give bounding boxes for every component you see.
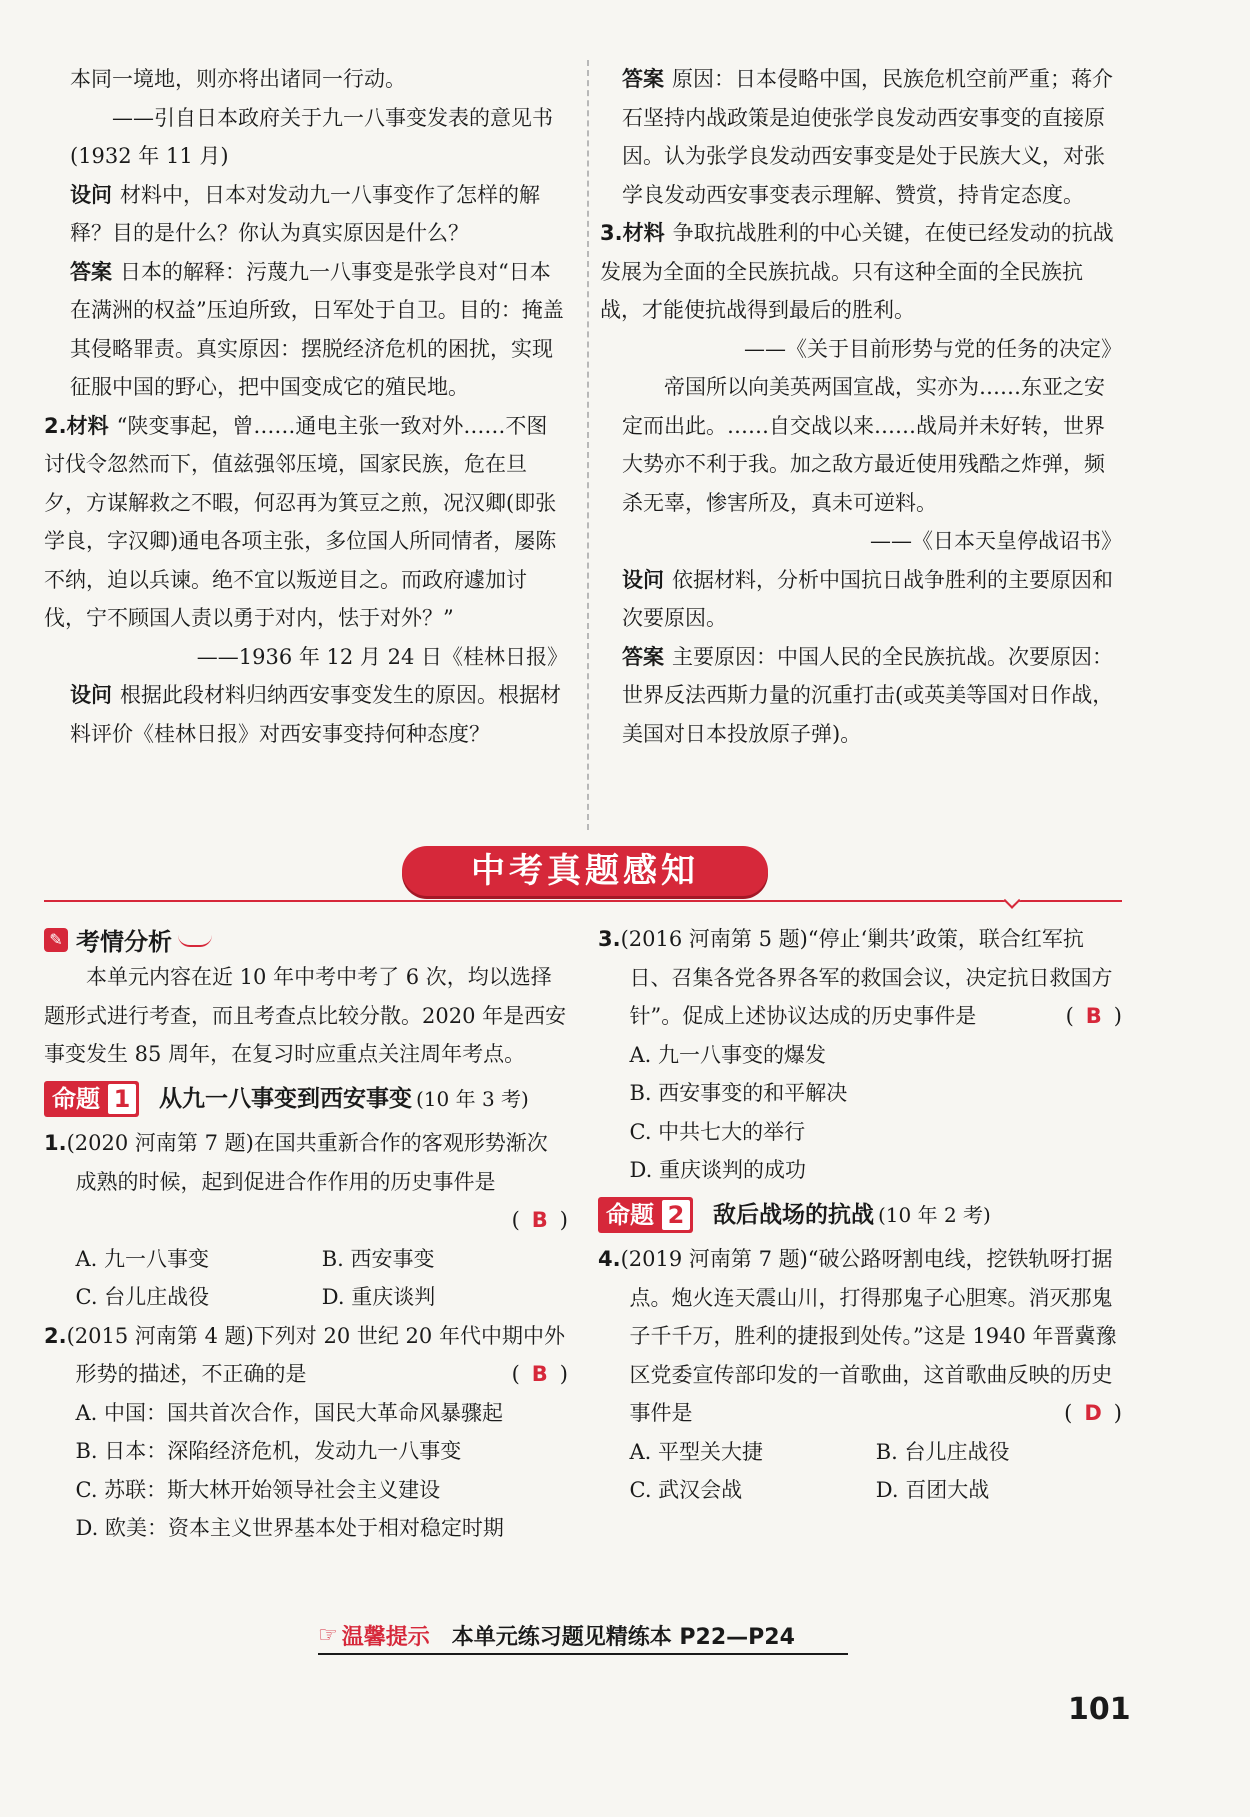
source-1: ——引自日本政府关于九一八事变发表的意见书(1932 年 11 月) bbox=[70, 105, 553, 168]
bracket-right: ) bbox=[1113, 1004, 1122, 1028]
answer-letter: B bbox=[531, 1362, 548, 1386]
question-stem bbox=[598, 1240, 1122, 1433]
answer-text: 主要原因：中国人民的全民族抗战。次要原因：世界反法西斯力量的沉重打击(或英美等国对日作战，美国对日本投放原子弹)。 bbox=[622, 644, 1114, 746]
banner-rule bbox=[44, 900, 1122, 902]
topic-title: 敌后战场的抗战 bbox=[713, 1201, 874, 1228]
topic-number: 2 bbox=[662, 1200, 690, 1230]
analysis-title: 考情分析 bbox=[76, 928, 172, 956]
bottom-left-column bbox=[44, 958, 568, 1548]
material-text: 争取抗战胜利的中心关键，在使已经发动的抗战发展为全面的全民族抗战。只有这种全面的全民族抗战，才能使抗战得到最后的胜利。 bbox=[600, 221, 1114, 322]
answer-text: 日本的解释：污蔑九一八事变是张学良对“日本在满洲的权益”压迫所致，日军处于自卫。目的：掩盖其侵略罪责。真实原因：摆脱经济危机的困扰，实现征服中国的野心，把中国变成它的殖民地。 bbox=[70, 259, 564, 399]
option: A. 九一八事变 bbox=[75, 1246, 210, 1271]
answer-tag: 答案 bbox=[70, 259, 112, 284]
answer-1 bbox=[70, 253, 568, 407]
stem-text: (2015 河南第 4 题)下列对 20 世纪 20 年代中期中外形势的描述，不正确的是 bbox=[66, 1323, 565, 1386]
options bbox=[44, 1240, 568, 1317]
topic-label: 命题 bbox=[606, 1200, 654, 1229]
option: C. 台儿庄战役 bbox=[75, 1285, 210, 1309]
bracket-left: ( bbox=[511, 1208, 520, 1232]
answer-text: 原因：日本侵略中国，民族危机空前严重；蒋介石坚持内战政策是迫使张学良发动西安事变的直接原因。认为张学良发动西安事变是处于民族大义，对张学良发动西安事变表示理解、赞赏，持肯定态度。 bbox=[622, 67, 1113, 207]
answer-letter: B bbox=[531, 1208, 548, 1232]
answer-bracket bbox=[44, 1201, 568, 1240]
answer-2 bbox=[622, 60, 1122, 214]
topic-badge bbox=[44, 1081, 139, 1117]
option: A. 中国：国共首次合作，国民大革命风暴骤起 bbox=[75, 1400, 504, 1425]
item-number: 2. bbox=[44, 413, 67, 438]
question-1 bbox=[70, 176, 568, 253]
bottom-right-column bbox=[598, 920, 1122, 1510]
option: D. 重庆谈判 bbox=[321, 1285, 436, 1309]
question-number: 3. bbox=[598, 927, 621, 951]
wave-decoration bbox=[178, 933, 212, 947]
question-number: 1. bbox=[44, 1131, 67, 1155]
tip-footer bbox=[318, 1620, 848, 1655]
question-1-block bbox=[44, 1124, 568, 1317]
stem-text: (2019 河南第 7 题)“破公路呀割电线，挖铁轨呀打据点。炮火连天震山川，打得那鬼子心胆寒。消灭那鬼子千千万，胜利的捷报到处传。”这是 1940 年晋冀豫区党委宣传部印发的一首歌曲，这首歌曲反映的历史事件是 bbox=[620, 1247, 1117, 1425]
column-divider bbox=[587, 60, 589, 830]
option: C. 苏联：斯大林开始领导社会主义建设 bbox=[75, 1477, 441, 1502]
question-tag: 设问 bbox=[70, 182, 112, 207]
options bbox=[598, 1433, 1122, 1510]
topic-1-header bbox=[44, 1080, 568, 1119]
question-stem bbox=[44, 1124, 568, 1201]
option: D. 重庆谈判的成功 bbox=[629, 1158, 806, 1182]
question-text: 依据材料，分析中国抗日战争胜利的主要原因和次要原因。 bbox=[622, 567, 1113, 630]
source-2: ——1936 年 12 月 24 日《桂林日报》 bbox=[196, 644, 568, 669]
answer-bracket bbox=[1064, 1394, 1122, 1433]
answer-3 bbox=[622, 638, 1122, 754]
analysis-text: 本单元内容在近 10 年中考中考了 6 次，均以选择题形式进行考查，而且考查点比较分散。2020 年是西安事变发生 85 周年，在复习时应重点关注周年考点。 bbox=[44, 965, 567, 1066]
option: B. 西安事变的和平解决 bbox=[629, 1081, 848, 1105]
options bbox=[598, 1036, 1122, 1190]
bracket-right: ) bbox=[1113, 1401, 1122, 1425]
tip-text: 本单元练习题见精练本 P22—P24 bbox=[451, 1625, 795, 1650]
option: A. 平型关大捷 bbox=[629, 1439, 764, 1464]
option: B. 台儿庄战役 bbox=[875, 1439, 1010, 1464]
topic-title: 从九一八事变到西安事变 bbox=[159, 1085, 412, 1112]
pointing-hand-icon: ☞ bbox=[318, 1623, 338, 1648]
question-4-block bbox=[598, 1240, 1122, 1510]
page-number: 101 bbox=[1068, 1692, 1131, 1727]
bracket-left: ( bbox=[511, 1362, 520, 1386]
topic-badge bbox=[598, 1197, 693, 1233]
option: D. 欧美：资本主义世界基本处于相对稳定时期 bbox=[75, 1516, 504, 1540]
material-3-part-2: 帝国所以向美英两国宣战，实亦为……东亚之安定而出此。……自交战以来……战局并未好转，世界大势亦不利于我。加之敌方最近使用残酷之炸弹，频杀无辜，惨害所及，真未可逆料。 bbox=[622, 375, 1105, 515]
material-tag: 材料 bbox=[622, 221, 665, 245]
question-2 bbox=[70, 676, 568, 753]
topic-label: 命题 bbox=[52, 1084, 100, 1113]
answer-letter: B bbox=[1085, 1004, 1102, 1028]
item-number: 3. bbox=[600, 221, 623, 245]
question-number: 2. bbox=[44, 1323, 67, 1348]
question-number: 4. bbox=[598, 1247, 621, 1271]
analysis-heading bbox=[44, 922, 212, 957]
material-1-tail: 本同一境地，则亦将出诸同一行动。 bbox=[70, 67, 406, 91]
material-3 bbox=[600, 214, 1122, 330]
answer-letter: D bbox=[1084, 1401, 1102, 1425]
topic-note: (10 年 2 考) bbox=[878, 1202, 991, 1227]
answer-tag: 答案 bbox=[622, 67, 664, 91]
banner-notch bbox=[1004, 892, 1021, 909]
question-text: 根据此段材料归纳西安事变发生的原因。根据材料评价《桂林日报》对西安事变持何种态度？ bbox=[70, 683, 561, 746]
bracket-left: ( bbox=[1064, 1401, 1073, 1425]
question-tag: 设问 bbox=[70, 683, 112, 707]
option: D. 百团大战 bbox=[875, 1478, 990, 1502]
question-3-block bbox=[598, 920, 1122, 1190]
question-stem bbox=[598, 920, 1122, 1036]
stem-text: (2020 河南第 7 题)在国共重新合作的客观形势渐次成熟的时候，起到促进合作作用的历史事件是 bbox=[66, 1131, 548, 1194]
options bbox=[44, 1394, 568, 1548]
stem-text: (2016 河南第 5 题)“停止‘剿共’政策，联合红军抗日、召集各党各界各军的救国会议，决定抗日救国方针”。促成上述协议达成的历史事件是 bbox=[620, 927, 1113, 1028]
answer-bracket bbox=[511, 1355, 568, 1394]
option: B. 日本：深陷经济危机，发动九一八事变 bbox=[75, 1439, 462, 1463]
topic-note: (10 年 3 考) bbox=[416, 1086, 529, 1111]
material-2 bbox=[44, 407, 568, 638]
topic-2-header bbox=[598, 1196, 1122, 1235]
bracket-right: ) bbox=[559, 1208, 568, 1232]
material-tag: 材料 bbox=[66, 413, 109, 438]
answer-tag: 答案 bbox=[622, 644, 664, 669]
source-4: ——《日本天皇停战诏书》 bbox=[870, 529, 1122, 553]
question-text: 材料中，日本对发动九一八事变作了怎样的解释？目的是什么？你认为真实原因是什么？ bbox=[70, 182, 540, 245]
bracket-right: ) bbox=[559, 1362, 568, 1386]
option: B. 西安事变 bbox=[321, 1246, 435, 1271]
option: C. 中共七大的举行 bbox=[629, 1119, 806, 1144]
topic-number: 1 bbox=[108, 1084, 136, 1114]
question-tag: 设问 bbox=[622, 567, 664, 592]
option: A. 九一八事变的爆发 bbox=[629, 1042, 827, 1067]
source-3: ——《关于目前形势与党的任务的决定》 bbox=[744, 336, 1122, 361]
top-left-column bbox=[44, 60, 568, 753]
top-right-column bbox=[600, 60, 1122, 753]
pencil-icon: ✎ bbox=[44, 928, 68, 952]
section-banner: 中考真题感知 bbox=[402, 846, 768, 896]
option: C. 武汉会战 bbox=[629, 1478, 743, 1502]
question-3 bbox=[622, 561, 1122, 638]
bracket-left: ( bbox=[1065, 1004, 1074, 1028]
tip-label: 温馨提示 bbox=[341, 1625, 430, 1650]
question-2-block bbox=[44, 1317, 568, 1548]
question-stem bbox=[44, 1317, 568, 1394]
answer-bracket bbox=[1065, 997, 1122, 1036]
material-text: “陕变事起，曾……通电主张一致对外……不图讨伐令忽然而下，值兹强邻压境，国家民族，危在旦夕，方谋解救之不暇，何忍再为箕豆之煎，况汉卿(即张学良，字汉卿)通电各项主张，多位国人所同情者，屡陈不纳，迫以兵谏。绝不宜以叛逆目之。而政府遽加讨伐，宁不顾国人责以勇于对内，怯于对外？” bbox=[44, 413, 557, 630]
